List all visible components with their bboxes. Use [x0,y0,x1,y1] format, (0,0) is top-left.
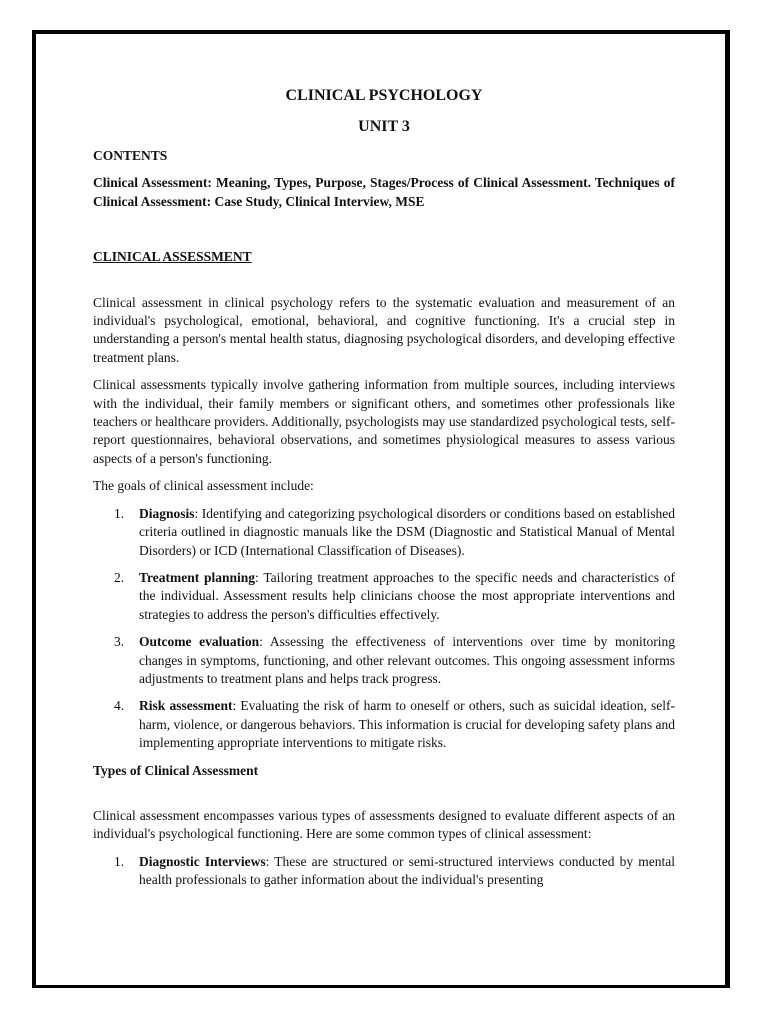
list-term: Risk assessment [139,698,233,714]
list-term: Diagnostic Interviews [139,853,266,869]
paragraph-definition: Clinical assessment in clinical psychology refers to the systematic evaluation and measurement of an individual's psychological, emotional, behavioral, and cognitive functioning. It's a crucial step in understanding a person's mental health status, diagnosing psychological disorders, and developing effective treatment plans. [93,294,675,365]
types-heading: Types of Clinical Assessment [93,762,259,778]
list-term: Treatment planning [139,569,256,585]
goals-intro: The goals of clinical assessment include: [93,478,314,494]
contents-description: Clinical Assessment: Meaning, Types, Purpose, Stages/Process of Clinical Assessment. Techniques of Clinical Assessment: Case Study, Clinical Interview, MSE [93,175,675,209]
list-term: Outcome evaluation [139,634,260,650]
paragraph-sources: Clinical assessments typically involve gathering information from multiple sources, including interviews with the individual, their family members or significant others, and sometimes other professionals like teachers or healthcare providers. Additionally, psychologists may use standardized psychological tests, self-report questionnaires, behavioral observations, and sometimes physiological measures to assess various aspects of a person's functioning. [93,377,675,466]
list-text: : Tailoring treatment approaches to the specific needs and characteristics of the individual. Assessment results help clinicians choose the most appropriate interventions and strategies to address the person's difficulties effectively. [139,569,675,622]
list-number: 3. [114,634,125,650]
list-text: : Evaluating the risk of harm to oneself or others, such as suicidal ideation, self-harm, violence, or dangerous behaviors. This information is crucial for developing safety plans and implementing appropriate interventions to mitigate risks. [139,698,675,751]
document-page [93,86,675,899]
contents-label: CONTENTS [93,148,168,163]
types-intro: Clinical assessment encompasses various types of assessments designed to evaluate different aspects of an individual's psychological functioning. Here are some common types of clinical assessment: [93,807,675,842]
list-text: : These are structured or semi-structured interviews conducted by mental health professionals to gather information about the individual's presenting [139,853,675,888]
list-item [93,505,675,560]
unit-heading: UNIT 3 [358,118,410,135]
goals-list [93,505,675,753]
section-heading-clinical-assessment: CLINICAL ASSESSMENT [93,249,252,265]
list-number: 1. [114,505,125,521]
list-text: : Assessing the effectiveness of interventions over time by monitoring changes in symptoms, functioning, and other relevant outcomes. This ongoing assessment informs adjustments to treatment plans and helps track progress. [139,634,675,686]
document-title: CLINICAL PSYCHOLOGY [285,87,483,104]
list-number: 2. [114,569,125,585]
list-term: Diagnosis [139,505,195,521]
page-border-bottom-line [36,987,730,988]
list-item [93,853,675,890]
list-text: : Identifying and categorizing psychological disorders or conditions based on established criteria outlined in diagnostic manuals like the DSM (Diagnostic and Statistical Manual of Mental Disorders) or ICD (International Classification of Diseases). [139,505,675,558]
list-number: 1. [114,853,125,869]
types-list [93,853,675,890]
list-item [93,633,675,688]
list-item [93,569,675,624]
list-number: 4. [114,698,125,714]
list-item [93,697,675,752]
